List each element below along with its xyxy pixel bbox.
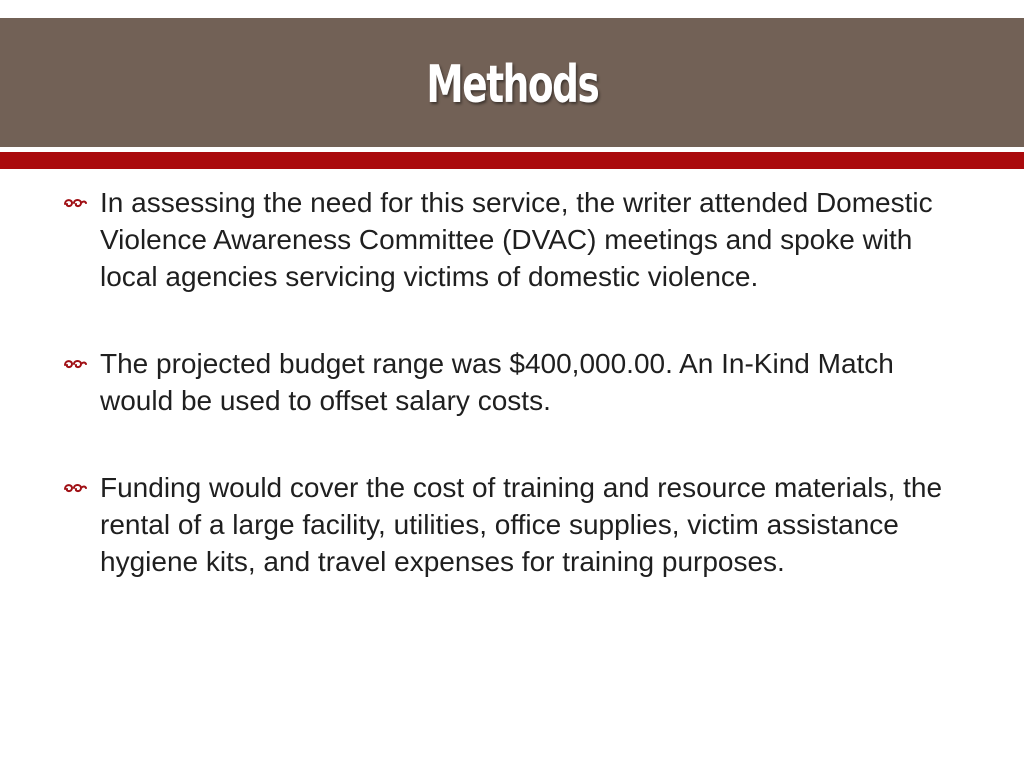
bullet-list	[60, 184, 970, 630]
bullet-item	[60, 345, 970, 419]
curl-bullet-icon	[60, 184, 90, 221]
curl-bullet-icon	[60, 469, 90, 506]
bullet-item	[60, 184, 970, 295]
curl-bullet-icon	[60, 345, 90, 382]
accent-rule	[0, 152, 1024, 169]
slide-title: Methods	[426, 54, 598, 115]
bullet-text: In assessing the need for this service, the writer attended Domestic Violence Awareness Committee (DVAC) meetings and spoke with local agencies servicing victims of domestic violence.	[100, 187, 933, 292]
bullet-text: Funding would cover the cost of training and resource materials, the rental of a large facility, utilities, office supplies, victim assistance hygiene kits, and travel expenses for training purposes.	[100, 472, 943, 577]
title-band	[0, 18, 1024, 147]
bullet-item	[60, 469, 970, 580]
bullet-text: The projected budget range was $400,000.00. An In-Kind Match would be used to offset salary costs.	[100, 348, 894, 416]
